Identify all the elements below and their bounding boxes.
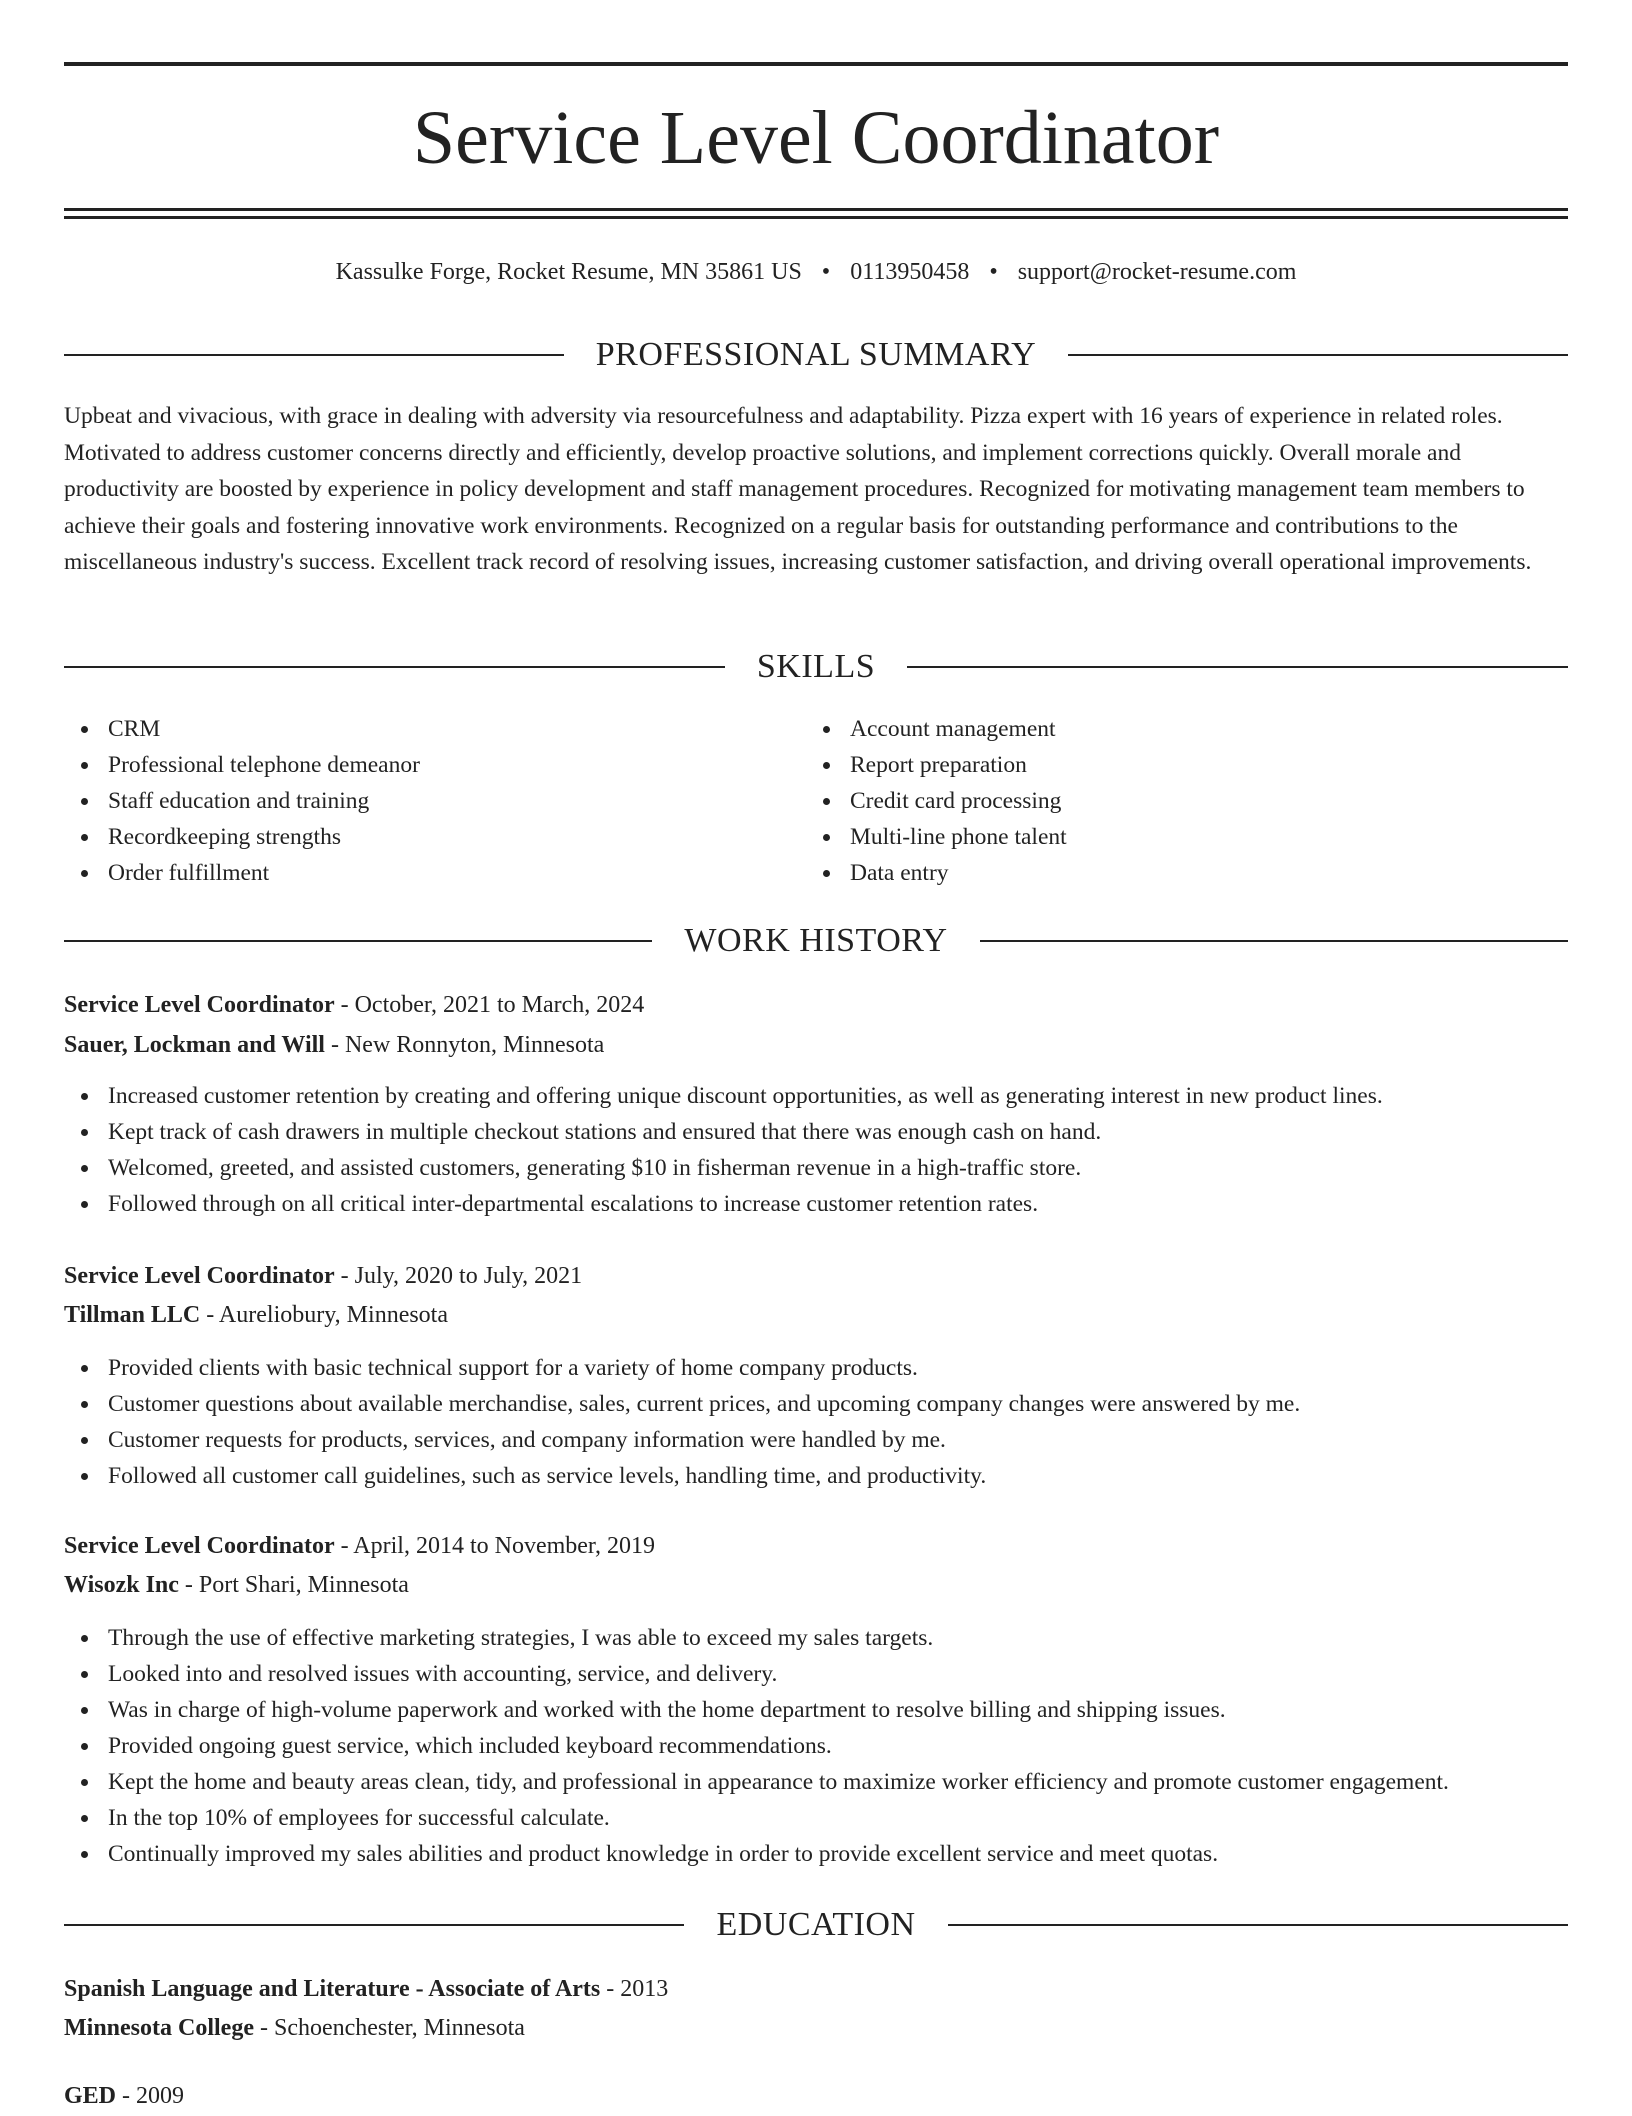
job-bullet: Welcomed, greeted, and assisted customers, generating $10 in fisherman revenue in a high-traffic store.: [64, 1150, 1568, 1186]
skill-item: Credit card processing: [806, 783, 1506, 819]
skills-list-left: [64, 711, 764, 891]
job-bullet: In the top 10% of employees for successful calculate.: [64, 1800, 1568, 1836]
header-bottom-rule-1: [64, 208, 1568, 211]
section-rule: [64, 1924, 684, 1926]
job-dates: - July, 2020 to July, 2021: [334, 1263, 583, 1289]
job-company-line: [64, 1295, 448, 1335]
job-bullets: [64, 1620, 1568, 1872]
job-bullet: Increased customer retention by creating and offering unique discount opportunities, as well as generating interest in new product lines.: [64, 1078, 1568, 1114]
education-year: - 2009: [116, 2083, 185, 2109]
section-rule: [980, 940, 1568, 942]
education-location: - Schoenchester, Minnesota: [253, 2015, 525, 2041]
job-bullet: Followed through on all critical inter-departmental escalations to increase customer retention rates.: [64, 1186, 1568, 1222]
job-bullet: Was in charge of high-volume paperwork and worked with the home department to resolve billing and shipping issues.: [64, 1692, 1568, 1728]
job-company: Wisozk Inc: [64, 1572, 179, 1598]
contact-email: support@rocket-resume.com: [1017, 259, 1297, 285]
contact-line: [64, 252, 1568, 292]
education-school: Minnesota College: [64, 2015, 254, 2041]
job-bullet: Through the use of effective marketing strategies, I was able to exceed my sales targets.: [64, 1620, 1568, 1656]
job-bullets: [64, 1350, 1568, 1494]
contact-separator: •: [821, 259, 831, 285]
section-header-skills: [64, 644, 1568, 690]
skills-list-right: [806, 711, 1506, 891]
section-header-work: [64, 918, 1568, 964]
section-title-work: WORK HISTORY: [684, 922, 948, 959]
skill-item: Staff education and training: [64, 783, 764, 819]
job-title-line: [64, 1526, 655, 1566]
section-header-summary: [64, 332, 1568, 378]
skill-item: Account management: [806, 711, 1506, 747]
job-bullet: Kept track of cash drawers in multiple checkout stations and ensured that there was enough cash on hand.: [64, 1114, 1568, 1150]
job-role: Service Level Coordinator: [64, 992, 335, 1018]
education-degree-line: [64, 2076, 184, 2116]
skill-item: CRM: [64, 711, 764, 747]
contact-separator: •: [989, 259, 998, 285]
section-rule: [64, 354, 564, 356]
header-bottom-rule-2: [64, 216, 1568, 219]
education-degree: Spanish Language and Literature - Associate of Arts: [64, 1976, 601, 2002]
education-school-line: [64, 2008, 525, 2048]
section-title-summary: PROFESSIONAL SUMMARY: [595, 336, 1037, 373]
job-bullet: Followed all customer call guidelines, such as service levels, handling time, and productivity.: [64, 1458, 1568, 1494]
section-rule: [64, 666, 725, 668]
section-title-skills: SKILLS: [756, 648, 876, 685]
job-dates: - October, 2021 to March, 2024: [334, 992, 645, 1018]
job-bullet: Provided ongoing guest service, which included keyboard recommendations.: [64, 1728, 1568, 1764]
job-location: - Port Shari, Minnesota: [178, 1572, 409, 1598]
candidate-name: Service Level Coordinator: [412, 96, 1220, 180]
job-title-line: [64, 985, 644, 1025]
education-degree: GED: [64, 2083, 117, 2109]
education-year: - 2013: [600, 1976, 669, 2002]
job-bullet: Customer requests for products, services, and company information were handled by me.: [64, 1422, 1568, 1458]
header-top-rule: [64, 62, 1568, 66]
contact-phone: 0113950458: [850, 259, 970, 285]
summary-text: Upbeat and vivacious, with grace in dealing with adversity via resourcefulness and adaptability. Pizza expert with 16 years of experience in related roles. Motivated to address customer concerns directly and efficiently, develop proactive solutions, and implement corrections quickly. Overall morale and productivity are boosted by experience in policy development and staff management procedures. Recognized for motivating management team members to achieve their goals and fostering innovative work environments. Recognized on a regular basis for outstanding performance and contributions to the miscellaneous industry's success. Excellent track record of resolving issues, increasing customer satisfaction, and driving overall operational improvements.: [64, 403, 1532, 575]
job-bullet: Continually improved my sales abilities and product knowledge in order to provide excellent service and meet quotas.: [64, 1836, 1568, 1872]
job-bullets: [64, 1078, 1568, 1222]
section-rule: [64, 940, 652, 942]
job-location: - New Ronnyton, Minnesota: [324, 1032, 605, 1058]
skill-item: Report preparation: [806, 747, 1506, 783]
section-header-education: [64, 1902, 1568, 1948]
job-bullet: Looked into and resolved issues with accounting, service, and delivery.: [64, 1656, 1568, 1692]
job-bullet: Customer questions about available merchandise, sales, current prices, and upcoming company changes were answered by me.: [64, 1386, 1568, 1422]
job-dates: - April, 2014 to November, 2019: [334, 1533, 655, 1559]
skill-item: Recordkeeping strengths: [64, 819, 764, 855]
job-company: Tillman LLC: [64, 1302, 201, 1328]
job-role: Service Level Coordinator: [64, 1263, 335, 1289]
job-bullet: Kept the home and beauty areas clean, tidy, and professional in appearance to maximize worker efficiency and promote customer engagement.: [64, 1764, 1568, 1800]
job-company: Sauer, Lockman and Will: [64, 1032, 325, 1058]
section-rule: [948, 1924, 1568, 1926]
skill-item: Data entry: [806, 855, 1506, 891]
job-bullet: Provided clients with basic technical support for a variety of home company products.: [64, 1350, 1568, 1386]
job-company-line: [64, 1565, 409, 1605]
skill-item: Multi-line phone talent: [806, 819, 1506, 855]
job-title-line: [64, 1256, 582, 1296]
skill-item: Order fulfillment: [64, 855, 764, 891]
job-company-line: [64, 1025, 604, 1065]
section-rule: [1068, 354, 1568, 356]
section-rule: [907, 666, 1568, 668]
section-title-education: EDUCATION: [716, 1906, 916, 1943]
education-degree-line: [64, 1969, 668, 2009]
job-role: Service Level Coordinator: [64, 1533, 335, 1559]
job-location: - Aureliobury, Minnesota: [200, 1302, 448, 1328]
contact-address: Kassulke Forge, Rocket Resume, MN 35861 US: [335, 259, 802, 285]
skill-item: Professional telephone demeanor: [64, 747, 764, 783]
